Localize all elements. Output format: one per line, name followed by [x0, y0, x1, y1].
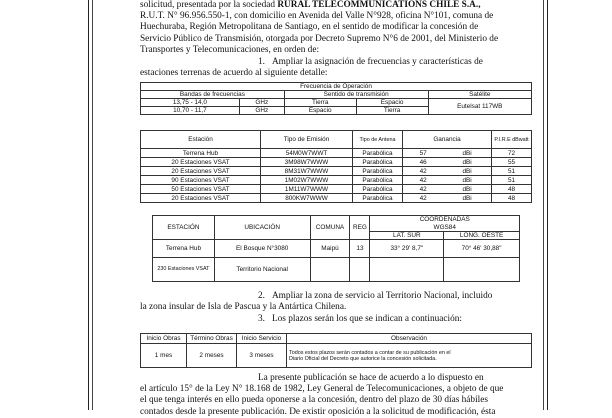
page-border-left-inner: [92, 0, 93, 410]
terms-observation: Todos estos plazos serán contados a contar de su publicación en el Diario Oficial del Decreto que autorice la concesión solicitada.: [287, 344, 532, 368]
freq-header-satellite: Satélite: [428, 91, 531, 99]
intro-line-2: R.U.T. N° 96.956.550-1, con domicilio en Avenida del Valle N°928, oficina N°101, comuna de: [140, 11, 494, 22]
location-header-long: LONG. OESTE: [444, 231, 520, 239]
table-row: 20 Estaciones VSAT 8M31W7WWW Parabólica 42 dBi 51: [141, 167, 532, 176]
frequency-table-caption: Frecuencia de Operación: [141, 83, 532, 91]
freq-header-band: Bandas de frecuencias: [141, 91, 285, 99]
station-table: [140, 130, 532, 203]
terms-header-start-service: Inicio Servicio: [237, 334, 287, 344]
item-1-line-2: estaciones terrenas de acuerdo al siguiente detalle:: [140, 68, 328, 79]
location-header-datum: WGS84: [370, 224, 520, 232]
table-row: 230 Estaciones VSAT Territorio Nacional: [153, 257, 520, 281]
item-2-line-1: Ampliar la zona de servicio al Territorio Nacional, incluido: [271, 291, 493, 301]
item-2: [140, 291, 532, 313]
closing-paragraph: [140, 373, 532, 418]
table-row: 13,75 - 14,0 GHz Tierra Espacio Eutelsat 117WB: [141, 99, 532, 107]
item-3-number: 3.: [258, 314, 265, 324]
table-row: 20 Estaciones VSAT 3M98W7WWW Parabólica 46 dBi 55: [141, 158, 532, 167]
intro-line-3: Huechuraba, Región Metropolitana de Santiago, en el sentido de modificar la concesión de: [140, 22, 479, 33]
intro-line-1: solicitud, presentada por la sociedad RURAL TELECOMMUNICATIONS CHILE S.A.,: [140, 0, 481, 10]
pire-header: P.I.R.E dBwatt: [492, 131, 532, 149]
emission-header: Tipo de Emisión: [261, 131, 353, 149]
location-header-station: ESTACIÓN: [153, 216, 215, 240]
page-border-right-inner: [543, 0, 544, 410]
table-row: 10,70 - 11,7 GHz Espacio Tierra: [141, 107, 532, 115]
page-border-left: [88, 0, 89, 410]
location-header-location: UBICACIÓN: [214, 216, 310, 240]
intro-line-4: Servicio Público de Transmisión, otorgada por Decreto Supremo N°6 de 2001, del Ministerio de: [140, 33, 499, 44]
intro-paragraph: [140, 0, 532, 56]
closing-line-3: el que tenga interés en ello pueda oponerse a la concesión, dentro del plazo de 30 días hábiles: [140, 395, 488, 406]
item-3-line-1: Los plazos serán los que se indican a continuación:: [271, 314, 462, 324]
terms-header-observation: Observación: [287, 334, 532, 344]
item-1: [140, 57, 532, 79]
item-2-number: 2.: [258, 291, 265, 301]
gain-header: Ganancia: [403, 131, 492, 149]
freq-header-direction: Sentido de transmisión: [284, 91, 428, 99]
satellite-name: Eutelsat 117WB: [428, 99, 531, 115]
closing-line-4: contados desde la presente publicación. De existir oposición a la solicitud de modificación, ésta: [140, 406, 496, 417]
item-1-line-1: Ampliar la asignación de frecuencias y características de: [271, 57, 483, 67]
table-row: 50 Estaciones VSAT 1M11W7WWW Parabólica 42 dBi 48: [141, 185, 532, 194]
terms-table: [140, 333, 532, 368]
table-row: 90 Estaciones VSAT 1M02W7WWW Parabólica 42 dBi 51: [141, 176, 532, 185]
location-header-coords: COORDENADAS: [370, 216, 520, 224]
frequency-table: [140, 82, 532, 115]
item-2-line-2: la zona insular de Isla de Pascua y la Antártica Chilena.: [140, 302, 347, 313]
table-row: 20 Estaciones VSAT 800KW7WWW Parabólica 42 dBi 48: [141, 194, 532, 203]
location-header-lat: LAT. SUR: [370, 231, 444, 239]
location-header-region: REG: [350, 216, 370, 240]
company-name: RURAL TELECOMMUNICATIONS CHILE S.A.,: [277, 0, 481, 10]
terms-header-start-works: Inicio Obras: [141, 334, 187, 344]
table-row: Terrena Hub 54M0W7WWT Parabólica 57 dBi 72: [141, 149, 532, 158]
page-border-right: [547, 0, 548, 410]
table-row: Terrena Hub El Bosque N°3080 Maipú 13 33° 29' 8,7" 70° 46' 30,88": [153, 239, 520, 257]
item-3: [140, 314, 532, 325]
station-header: Estación: [141, 131, 261, 149]
intro-line-5: Transportes y Telecomunicaciones, en orden de:: [140, 44, 320, 55]
item-1-number: 1.: [258, 57, 265, 67]
closing-line-2: el artículo 15° de la Ley N° 18.168 de 1982, Ley General de Telecomunicaciones, a objeto de que: [140, 384, 504, 395]
closing-line-1: La presente publicación se hace de acuerdo a lo dispuesto en: [258, 373, 484, 383]
table-row: 1 mes 2 meses 3 meses Todos estos plazos serán contados a contar de su publicación en el Diario Oficial del Decreto que autorice la concesión solicitada.: [141, 344, 532, 368]
terms-header-end-works: Término Obras: [187, 334, 237, 344]
location-header-commune: COMUNA: [310, 216, 350, 240]
location-table: [152, 215, 520, 282]
antenna-header: Tipo de Antena: [353, 131, 403, 149]
